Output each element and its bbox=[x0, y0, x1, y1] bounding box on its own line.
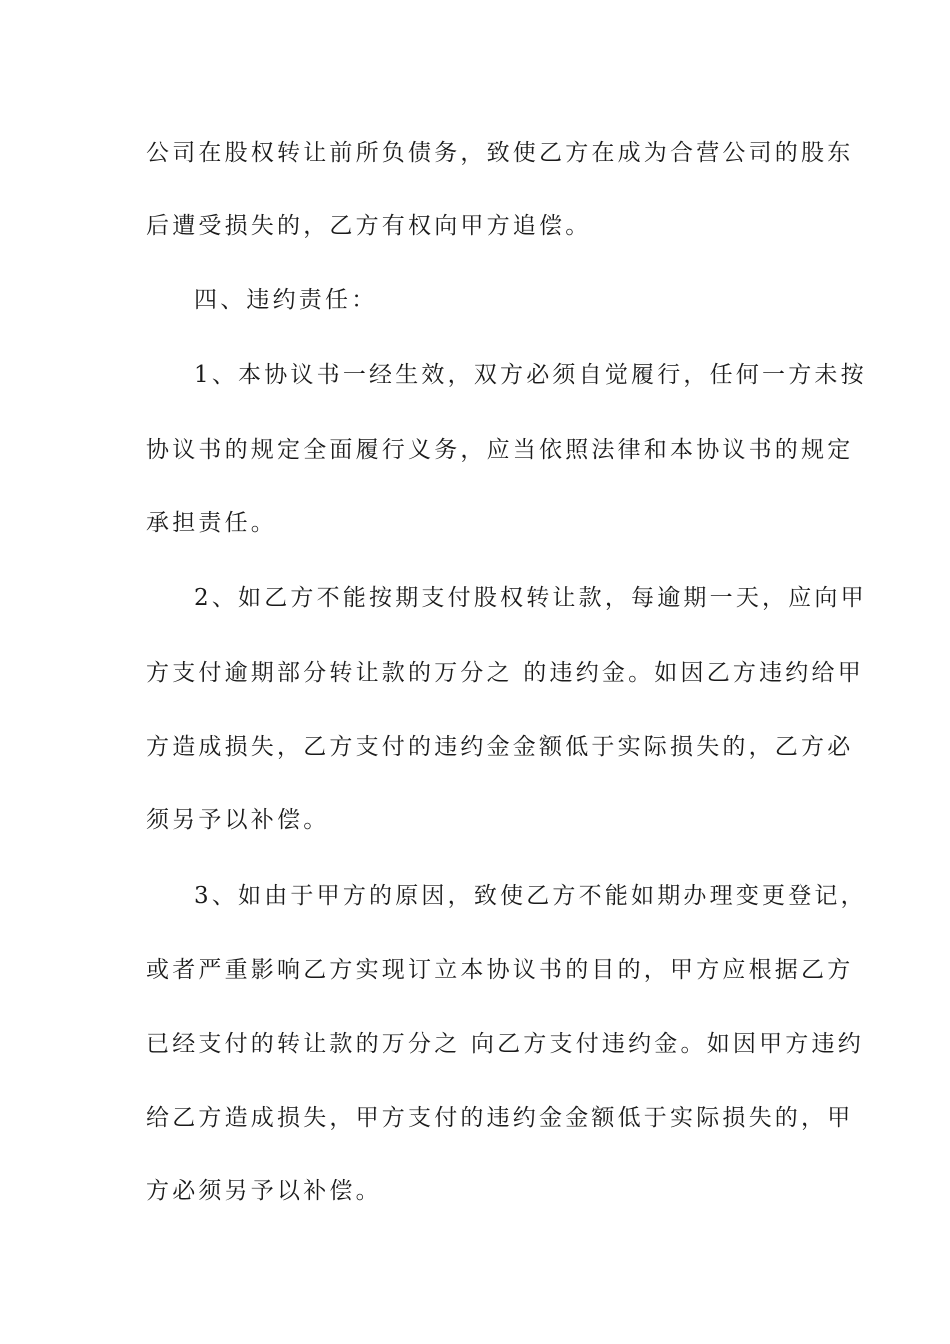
text-line: 2、如乙方不能按期支付股权转让款，每逾期一天，应向甲 bbox=[194, 585, 867, 611]
text-line: 后遭受损失的，乙方有权向甲方追偿。 bbox=[146, 213, 592, 239]
text-line: 方支付逾期部分转让款的万分之 的违约金。如因乙方违约给甲 bbox=[146, 660, 864, 686]
section-heading: 四、违约责任： bbox=[194, 287, 378, 313]
text-line: 承担责任。 bbox=[146, 510, 277, 536]
text-line: 协议书的规定全面履行义务，应当依照法律和本协议书的规定 bbox=[146, 437, 854, 463]
text-line: 1、本协议书一经生效，双方必须自觉履行，任何一方未按 bbox=[194, 362, 867, 388]
text-line: 方必须另予以补偿。 bbox=[146, 1178, 382, 1204]
text-line: 须另予以补偿。 bbox=[146, 807, 330, 833]
text-line: 已经支付的转让款的万分之 向乙方支付违约金。如因甲方违约 bbox=[146, 1031, 864, 1057]
text-line: 3、如由于甲方的原因，致使乙方不能如期办理变更登记， bbox=[194, 883, 867, 909]
text-line: 或者严重影响乙方实现订立本协议书的目的，甲方应根据乙方 bbox=[146, 957, 854, 983]
text-line: 给乙方造成损失，甲方支付的违约金金额低于实际损失的，甲 bbox=[146, 1105, 854, 1131]
text-line: 公司在股权转让前所负债务，致使乙方在成为合营公司的股东 bbox=[146, 140, 854, 166]
text-line: 方造成损失，乙方支付的违约金金额低于实际损失的，乙方必 bbox=[146, 734, 854, 760]
